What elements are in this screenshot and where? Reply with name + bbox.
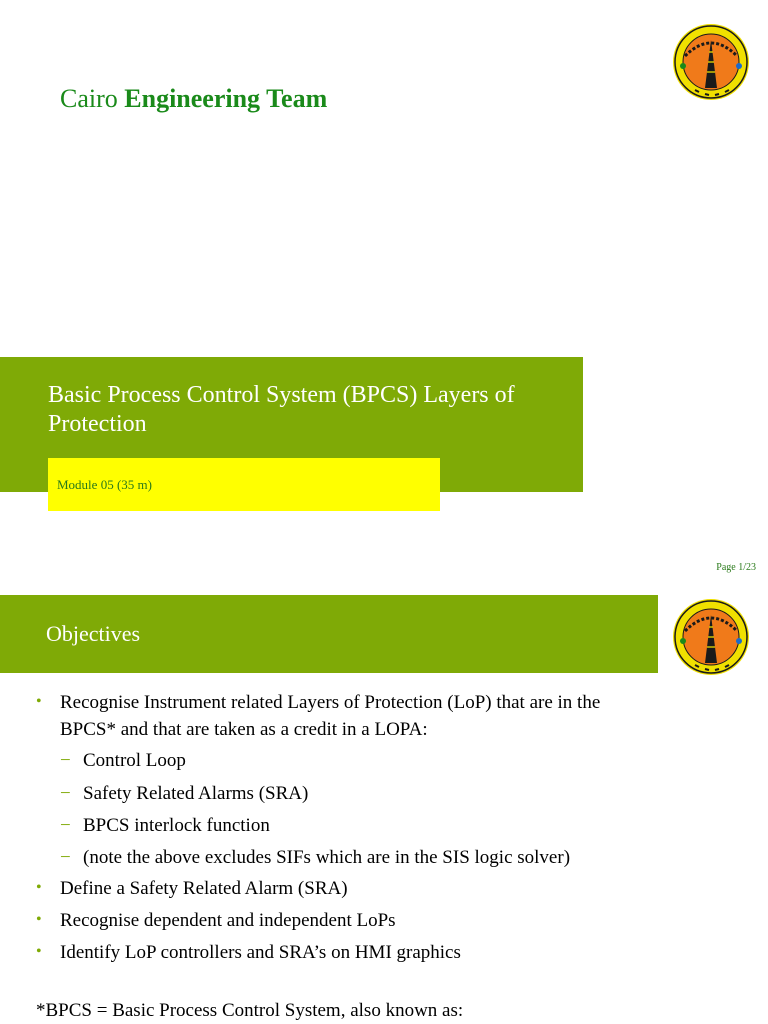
slide-title: Basic Process Control System (BPCS) Layers of Protection	[48, 382, 515, 437]
company-logo-icon	[671, 597, 751, 677]
dash-icon: −	[60, 750, 71, 771]
module-label: Module 05 (35 m)	[57, 477, 152, 492]
dash-icon: −	[60, 783, 71, 804]
bullet-text: Recognise dependent and independent LoPs	[60, 910, 396, 931]
company-logo-icon	[671, 22, 751, 102]
bullet-icon: •	[36, 879, 42, 896]
bullet-icon: •	[36, 693, 42, 710]
bullet-text: Identify LoP controllers and SRA’s on HMI graphics	[60, 942, 461, 963]
sub-item: Control Loop	[83, 750, 186, 771]
dash-icon: −	[60, 815, 71, 836]
footnote: *BPCS = Basic Process Control System, also known as:	[36, 1000, 464, 1021]
objectives-heading: Objectives	[46, 621, 141, 646]
dash-icon: −	[60, 847, 71, 868]
sub-item: BPCS interlock function	[83, 815, 270, 836]
sub-item: Safety Related Alarms (SRA)	[83, 783, 309, 804]
bullet-text: BPCS* and that are taken as a credit in a LOPA:	[60, 719, 428, 740]
bullet-icon: •	[36, 911, 42, 928]
company-title-prefix: Cairo	[60, 84, 118, 113]
bullet-text: Define a Safety Related Alarm (SRA)	[60, 878, 348, 899]
bullet-text: Recognise Instrument related Layers of Protection (LoP) that are in the	[60, 692, 601, 713]
company-title-strong: Engineering Team	[124, 84, 328, 113]
company-title	[60, 84, 327, 114]
bullet-icon: •	[36, 943, 42, 960]
page-number: Page 1/23	[716, 562, 756, 573]
sub-item: (note the above excludes SIFs which are in the SIS logic solver)	[83, 847, 571, 868]
